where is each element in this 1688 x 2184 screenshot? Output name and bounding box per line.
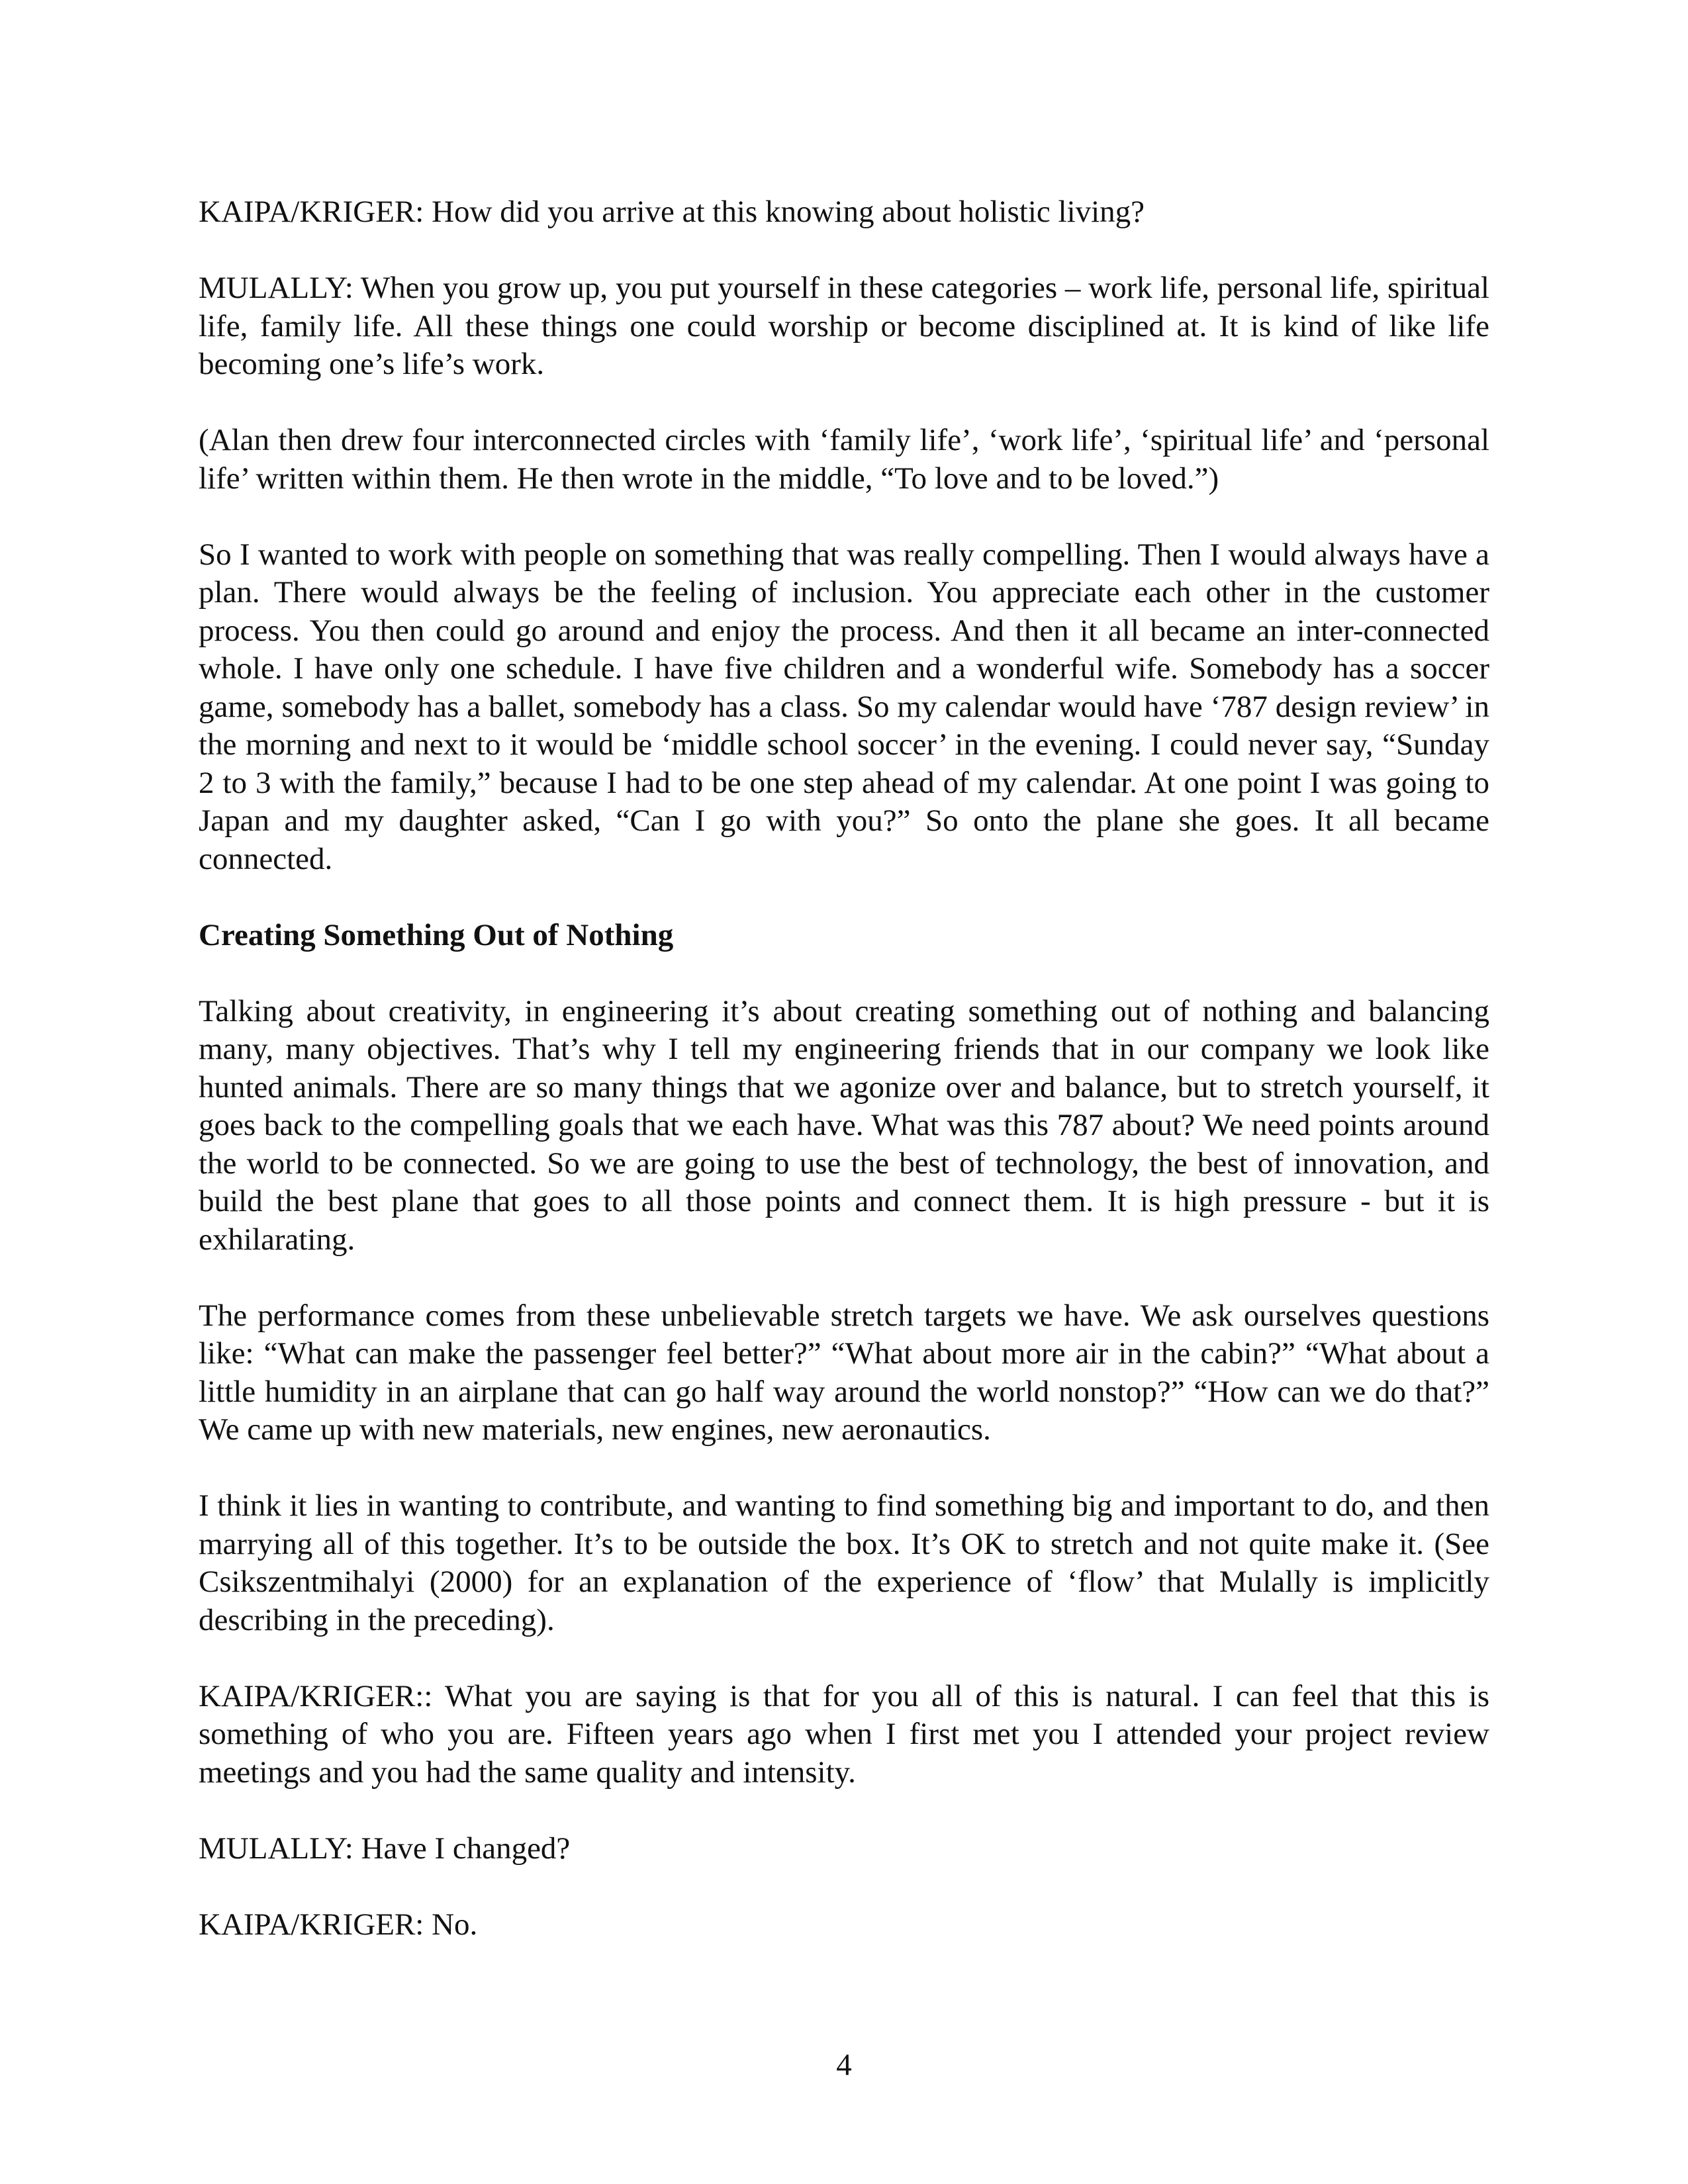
paragraph-compelling-work: So I wanted to work with people on something that was really compelling. Then I would always have a plan. There would always be the feeling of inclusion. You appreciate each other in the customer process. You then could go around and enjoy the process. And then it all became an inter-connected whole. I have only one schedule. I have five children and a wonderful wife. Somebody has a soccer game, somebody has a ballet, somebody has a class. So my calendar would have ‘787 design review’ in the morning and next to it would be ‘middle school soccer’ in the evening. I could never say, “Sunday 2 to 3 with the family,” because I had to be one step ahead of my calendar. At one point I was going to Japan and my daughter asked, “Can I go with you?” So onto the plane she goes. It all became connected. <box>199 537 1489 876</box>
paragraph-creativity: Talking about creativity, in engineering it’s about creating something out of nothing and balancing many, many objectives. That’s why I tell my engineering friends that in our company we look like hunted animals. There are so many things that we agonize over and balance, but to stretch yourself, it goes back to the compelling goals that we each have. What was this 787 about? We need points around the world to be connected. So we are going to use the best of technology, the best of innovation, and build the best plane that goes to all those points and connect them. It is high pressure - but it is exhilarating. <box>199 993 1489 1257</box>
document-body <box>199 193 1489 1982</box>
paragraph-contribute: I think it lies in wanting to contribute, and wanting to find something big and important to do, and then marrying all of this together. It’s to be outside the box. It’s OK to stretch and not quite make it. (See Csikszentmihalyi (2000) for an explanation of the experience of ‘flow’ that Mulally is implicitly describing in the preceding). <box>199 1488 1489 1637</box>
paragraph-no: KAIPA/KRIGER: No. <box>199 1907 478 1942</box>
page-number: 4 <box>836 2048 852 2082</box>
paragraph-have-i-changed: MULALLY: Have I changed? <box>199 1831 571 1866</box>
paragraph-mulally-categories: MULALLY: When you grow up, you put yourself in these categories – work life, personal life, spiritual life, family life. All these things one could worship or become disciplined at. It is kind of like life becoming one’s life’s work. <box>199 271 1489 381</box>
section-heading: Creating Something Out of Nothing <box>199 917 674 952</box>
paragraph-question-holistic-living: KAIPA/KRIGER: How did you arrive at this knowing about holistic living? <box>199 195 1145 229</box>
paragraph-performance: The performance comes from these unbelievable stretch targets we have. We ask ourselves questions like: “What can make the passenger feel better?” “What about more air in the cabin?” “What about a little humidity in an airplane that can go half way around the world nonstop?” “How can we do that?” We came up with new materials, new engines, new aeronautics. <box>199 1298 1489 1447</box>
paragraph-circles-note: (Alan then drew four interconnected circles with ‘family life’, ‘work life’, ‘spiritual life’ and ‘personal life’ written within them. He then wrote in the middle, “To love and to be loved.”) <box>199 423 1489 496</box>
paragraph-natural: KAIPA/KRIGER:: What you are saying is that for you all of this is natural. I can feel that this is something of who you are. Fifteen years ago when I first met you I attended your project review meetings and you had the same quality and intensity. <box>199 1678 1489 1790</box>
